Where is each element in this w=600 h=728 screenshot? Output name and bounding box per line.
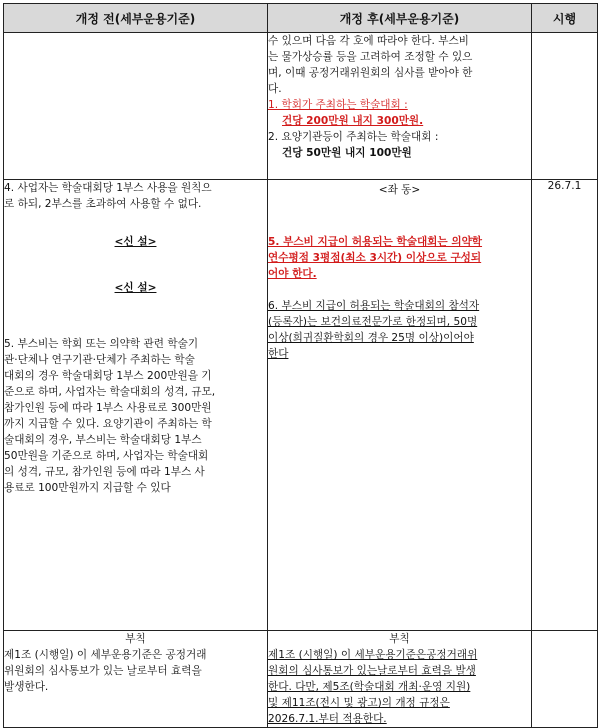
before-item5-line: 참가인원 등에 따라 1부스 사용료로 300만원 [4, 402, 212, 414]
new-provision-mark: <신 설> [114, 282, 157, 294]
after-supplementary-line: 원회의 심사통보가 있는날로부터 효력을 발생 [268, 665, 476, 677]
header-before: 개정 전(세부운용기준) [4, 4, 268, 33]
before-item5-line: 준으로 하며, 사업자는 학술대회의 성격, 규모, [4, 386, 216, 398]
before-item5-line: 5. 부스비는 학회 또는 의약학 관련 학술기 [4, 338, 199, 350]
supplementary-title: 부칙 [125, 633, 146, 645]
after-item5-line: 어야 한다. [268, 268, 317, 280]
before-item4-line: 4. 사업자는 학술대회당 1부스 사용을 원칙으 [4, 182, 212, 194]
after-item6-line: 한다 [268, 348, 289, 360]
after-item5-line: 연수평점 3평점(최소 3시간) 이상으로 구성되 [268, 252, 482, 264]
after-supplementary-line: 제1조 (시행일) 이 세부운용기준은공정거래위 [268, 649, 478, 661]
before-item5-line: 용료로 100만원까지 지급할 수 있다 [4, 482, 171, 494]
before-item5-line: 의 성격, 규모, 참가인원 등에 따라 1부스 사 [4, 466, 205, 478]
main-row [4, 180, 598, 631]
before-supplementary-line: 제1조 (시행일) 이 세부운용기준은 공정거래 [4, 649, 207, 661]
before-supplementary-line: 위원회의 심사통보가 있는 날로부터 효력을 [4, 665, 202, 677]
after-continuation-cell [268, 33, 532, 180]
revision-comparison-table [3, 3, 598, 728]
after-supplementary-line: 2026.7.1.부터 적용한다. [268, 713, 387, 725]
item2-value: 건당 50만원 내지 100만원 [282, 147, 412, 159]
header-after: 개정 후(세부운용기준) [268, 4, 532, 33]
before-item5-line: 술대회의 경우, 부스비는 학술대회당 1부스 [4, 434, 202, 446]
before-supplementary-cell [4, 631, 268, 728]
before-item5-line: 까지 지급할 수 있다. 요양기관이 주최하는 학 [4, 418, 212, 430]
table-header-row [4, 4, 598, 33]
before-item5-line: 대회의 경우 학술대회당 1부스 200만원을 기 [4, 370, 212, 382]
after-supplementary-cell [268, 631, 532, 728]
after-item5-line: 5. 부스비 지급이 허용되는 학술대회는 의약학 [268, 236, 483, 248]
after-supplementary-line: 한다. 다만, 제5조(학술대회 개최·운영 지원) [268, 681, 471, 693]
before-supplementary-line: 발생한다. [4, 681, 49, 693]
after-text-line: 다. [268, 83, 282, 95]
before-item4-line: 로 하되, 2부스를 초과하여 사용할 수 없다. [4, 198, 202, 210]
after-item6-line: 이상(희귀질환학회의 경우 25명 이상)이어야 [268, 332, 474, 344]
effective-date: 26.7.1 [532, 180, 598, 631]
after-main-cell [268, 180, 532, 631]
after-text-line: 는 물가상승률 등을 고려하여 조정할 수 있으 [268, 51, 473, 63]
before-main-cell [4, 180, 268, 631]
after-item6-line: (등록자)는 보건의료전문가로 한정되며, 50명 [268, 316, 478, 328]
before-item5-line: 관·단체나 연구기관·단체가 주최하는 학술 [4, 354, 195, 366]
effective-continuation-cell [532, 33, 598, 180]
item2-label: 2. 요양기관등이 주최하는 학술대회 : [268, 131, 439, 143]
effective-supplementary-cell [532, 631, 598, 728]
new-provision-mark: <신 설> [114, 236, 157, 248]
after-supplementary-line: 및 제11조(전시 및 광고)의 개정 규정은 [268, 697, 450, 709]
item1-value: 건당 200만원 내지 300만원. [282, 115, 424, 127]
item1-label: 1. 학회가 주최하는 학술대회 : [268, 99, 408, 111]
supplementary-row [4, 631, 598, 728]
supplementary-title: 부칙 [389, 633, 410, 645]
before-item5-line: 50만원을 기준으로 하며, 사업자는 학술대회 [4, 450, 209, 462]
after-item6-line: 6. 부스비 지급이 허용되는 학술대회의 참석자 [268, 300, 480, 312]
continuation-row [4, 33, 598, 180]
same-as-left-mark: <좌 동> [378, 184, 421, 196]
after-text-line: 수 있으며 다음 각 호에 따라야 한다. 부스비 [268, 35, 469, 47]
header-effective: 시행 [532, 4, 598, 33]
after-text-line: 며, 이때 공정거래위원회의 심사를 받아야 한 [268, 67, 473, 79]
before-continuation-cell [4, 33, 268, 180]
